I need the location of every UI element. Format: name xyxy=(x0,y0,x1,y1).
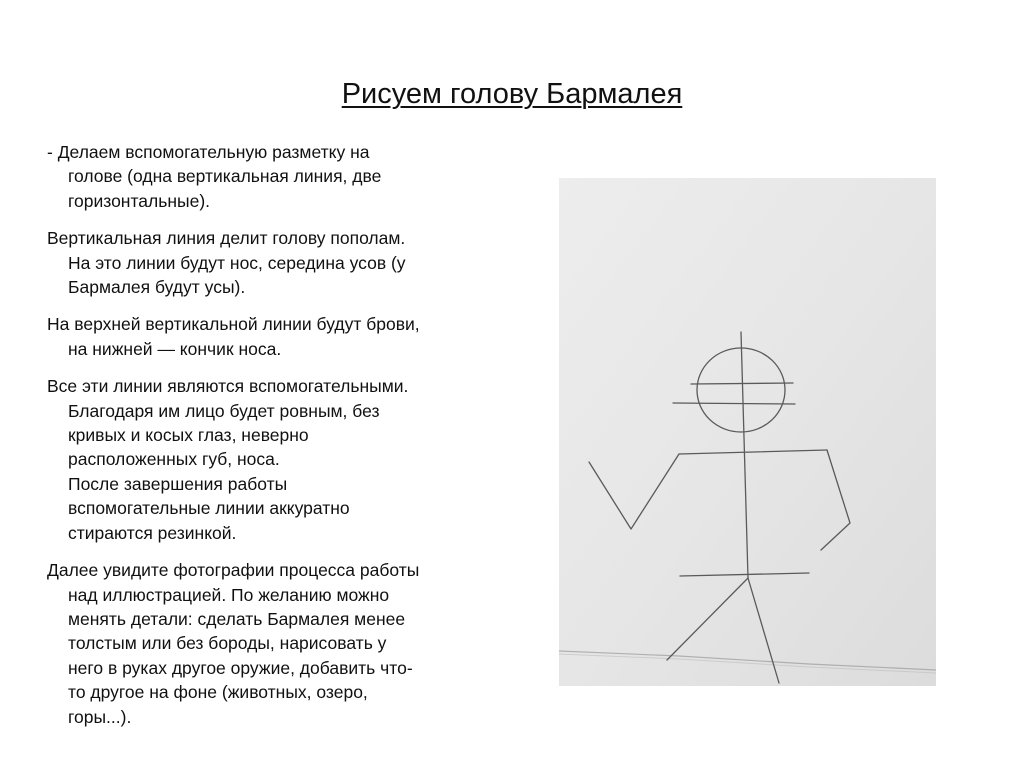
text-line: Вертикальная линия делит голову пополам. xyxy=(47,228,406,249)
text-line: Далее увидите фотографии процесса работы xyxy=(47,560,420,581)
text-line: После завершения работы xyxy=(68,473,288,494)
sketch-photo xyxy=(559,178,936,686)
text-line: на нижней — кончик носа. xyxy=(68,338,282,359)
text-line: - Делаем вспомогательную разметку на xyxy=(47,142,370,162)
text-line: вспомогательные линии аккуратно xyxy=(68,498,350,519)
text-line: голове (одна вертикальная линия, две xyxy=(68,166,382,187)
text-line: Благодаря им лицо будет ровным, без xyxy=(68,400,380,421)
slide-title: Рисуем голову Бармалея xyxy=(341,78,683,110)
text-line: кривых и косых глаз, неверно xyxy=(68,425,309,446)
text-line: стираются резинкой. xyxy=(68,522,237,543)
text-line: то другое на фоне (животных, озеро, xyxy=(68,682,368,703)
text-line: На верхней вертикальной линии будут брови, xyxy=(47,314,420,335)
text-body xyxy=(47,140,527,742)
text-line: менять детали: сделать Бармалея менее xyxy=(68,608,406,629)
text-line: расположенных губ, носа. xyxy=(68,449,280,470)
paragraph-markup xyxy=(47,140,527,213)
text-line: На это линии будут нос, середина усов (у xyxy=(68,252,406,273)
text-line: горизонтальные). xyxy=(68,190,211,211)
text-line: толстым или без бороды, нарисовать у xyxy=(68,633,387,654)
text-line: горы...). xyxy=(68,706,132,727)
paragraph-next-photos xyxy=(47,558,527,729)
text-line: Все эти линии являются вспомогательными. xyxy=(47,376,409,397)
paragraph-auxiliary-lines xyxy=(47,374,527,545)
paragraph-upper-line xyxy=(47,312,527,361)
paragraph-vertical-line xyxy=(47,226,527,299)
text-line: над иллюстрацией. По желанию можно xyxy=(68,584,390,605)
text-line: него в руках другое оружие, добавить что- xyxy=(68,657,413,678)
text-line: Бармалея будут усы). xyxy=(68,277,246,298)
